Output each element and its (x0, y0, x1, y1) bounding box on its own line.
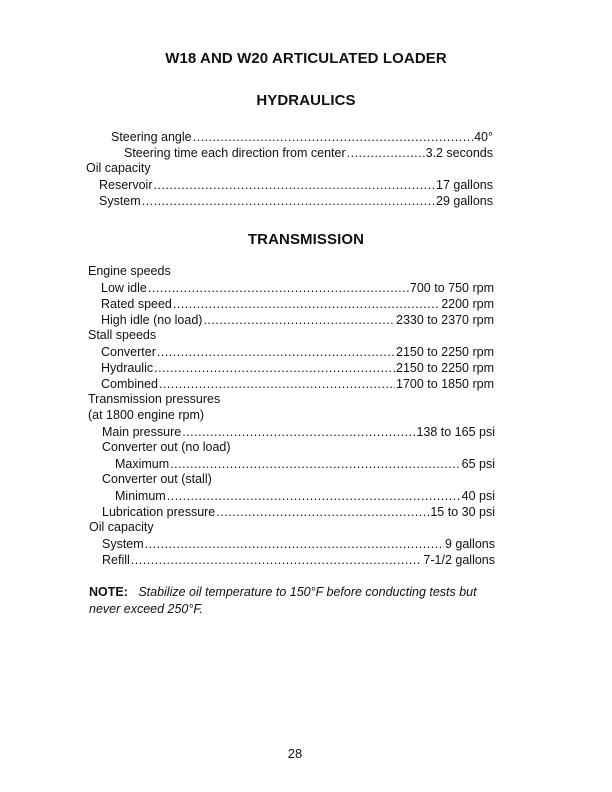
transmission-pressures-label: Transmission pressures (88, 392, 221, 406)
leader-dots (216, 505, 429, 520)
spec-row-low-idle (101, 280, 494, 296)
spec-value: 9 gallons (444, 537, 495, 551)
spec-value: 1700 to 1850 rpm (396, 377, 494, 391)
leader-dots (167, 489, 461, 504)
engine-speeds-label: Engine speeds (88, 264, 171, 278)
leader-dots (131, 553, 423, 568)
spec-value: 2330 to 2370 rpm (396, 313, 494, 327)
spec-label: System (102, 537, 144, 551)
spec-value: 2150 to 2250 rpm (396, 345, 494, 359)
spec-label: Steering time each direction from center (124, 146, 346, 160)
leader-dots (154, 361, 395, 376)
spec-row-maximum (115, 456, 495, 472)
leader-dots (182, 425, 415, 440)
spec-row-reservoir (99, 177, 493, 193)
spec-label: Low idle (101, 281, 147, 295)
spec-row-main-pressure (102, 424, 495, 440)
transmission-oil-capacity-label: Oil capacity (89, 520, 154, 534)
leader-dots (142, 194, 435, 209)
converter-out-stall-label: Converter out (stall) (102, 472, 212, 486)
spec-row-minimum (115, 488, 495, 504)
spec-value: 40 psi (461, 489, 495, 503)
note-paragraph (89, 584, 509, 618)
spec-row-hydraulic (101, 360, 494, 376)
spec-row-high-idle (101, 312, 494, 328)
spec-row-converter (101, 344, 494, 360)
spec-label: High idle (no load) (101, 313, 203, 327)
spec-label: Minimum (115, 489, 166, 503)
spec-value: 2200 rpm (441, 297, 494, 311)
leader-dots (347, 146, 425, 161)
leader-dots (170, 457, 460, 472)
leader-dots (193, 130, 473, 145)
spec-value: 138 to 165 psi (416, 425, 495, 439)
spec-label: Reservoir (99, 178, 153, 192)
converter-out-no-load-label: Converter out (no load) (102, 440, 231, 454)
note-label: NOTE: (89, 585, 128, 599)
spec-label: Lubrication pressure (102, 505, 216, 519)
note-text: Stabilize oil temperature to 150°F before conducting tests but never exceed 250°F. (89, 585, 477, 616)
hydraulics-heading: HYDRAULICS (256, 92, 356, 109)
spec-label: Maximum (115, 457, 170, 471)
page-number: 28 (287, 746, 303, 761)
leader-dots (159, 377, 395, 392)
leader-dots (173, 297, 440, 312)
spec-row-refill (102, 552, 495, 568)
spec-label: Rated speed (101, 297, 172, 311)
spec-label: Hydraulic (101, 361, 154, 375)
spec-label: Combined (101, 377, 158, 391)
spec-row-steering-angle (111, 129, 493, 145)
spec-value: 29 gallons (436, 194, 493, 208)
spec-value: 2150 to 2250 rpm (396, 361, 494, 375)
leader-dots (157, 345, 395, 360)
spec-row-steering-time (124, 145, 493, 161)
spec-row-transmission-system (102, 536, 495, 552)
spec-value: 15 to 30 psi (430, 505, 495, 519)
spec-row-hydraulic-system (99, 193, 493, 209)
spec-label: Converter (101, 345, 156, 359)
spec-value: 17 gallons (436, 178, 493, 192)
document-title: W18 AND W20 ARTICULATED LOADER (165, 50, 447, 67)
spec-label: System (99, 194, 141, 208)
transmission-heading: TRANSMISSION (247, 231, 365, 248)
spec-value: 40° (474, 130, 493, 144)
spec-value: 3.2 seconds (425, 146, 493, 160)
leader-dots (154, 178, 436, 193)
transmission-pressures-sub: (at 1800 engine rpm) (88, 408, 205, 422)
spec-row-combined (101, 376, 494, 392)
stall-speeds-label: Stall speeds (88, 328, 157, 342)
hydraulics-oil-capacity-label: Oil capacity (86, 161, 151, 175)
leader-dots (203, 313, 395, 328)
leader-dots (145, 537, 444, 552)
spec-label: Steering angle (111, 130, 192, 144)
leader-dots (148, 281, 409, 296)
spec-row-lubrication (102, 504, 495, 520)
spec-value: 7-1/2 gallons (423, 553, 495, 567)
spec-value: 65 psi (461, 457, 495, 471)
spec-label: Main pressure (102, 425, 182, 439)
spec-label: Refill (102, 553, 130, 567)
spec-value: 700 to 750 rpm (409, 281, 494, 295)
spec-row-rated-speed (101, 296, 494, 312)
